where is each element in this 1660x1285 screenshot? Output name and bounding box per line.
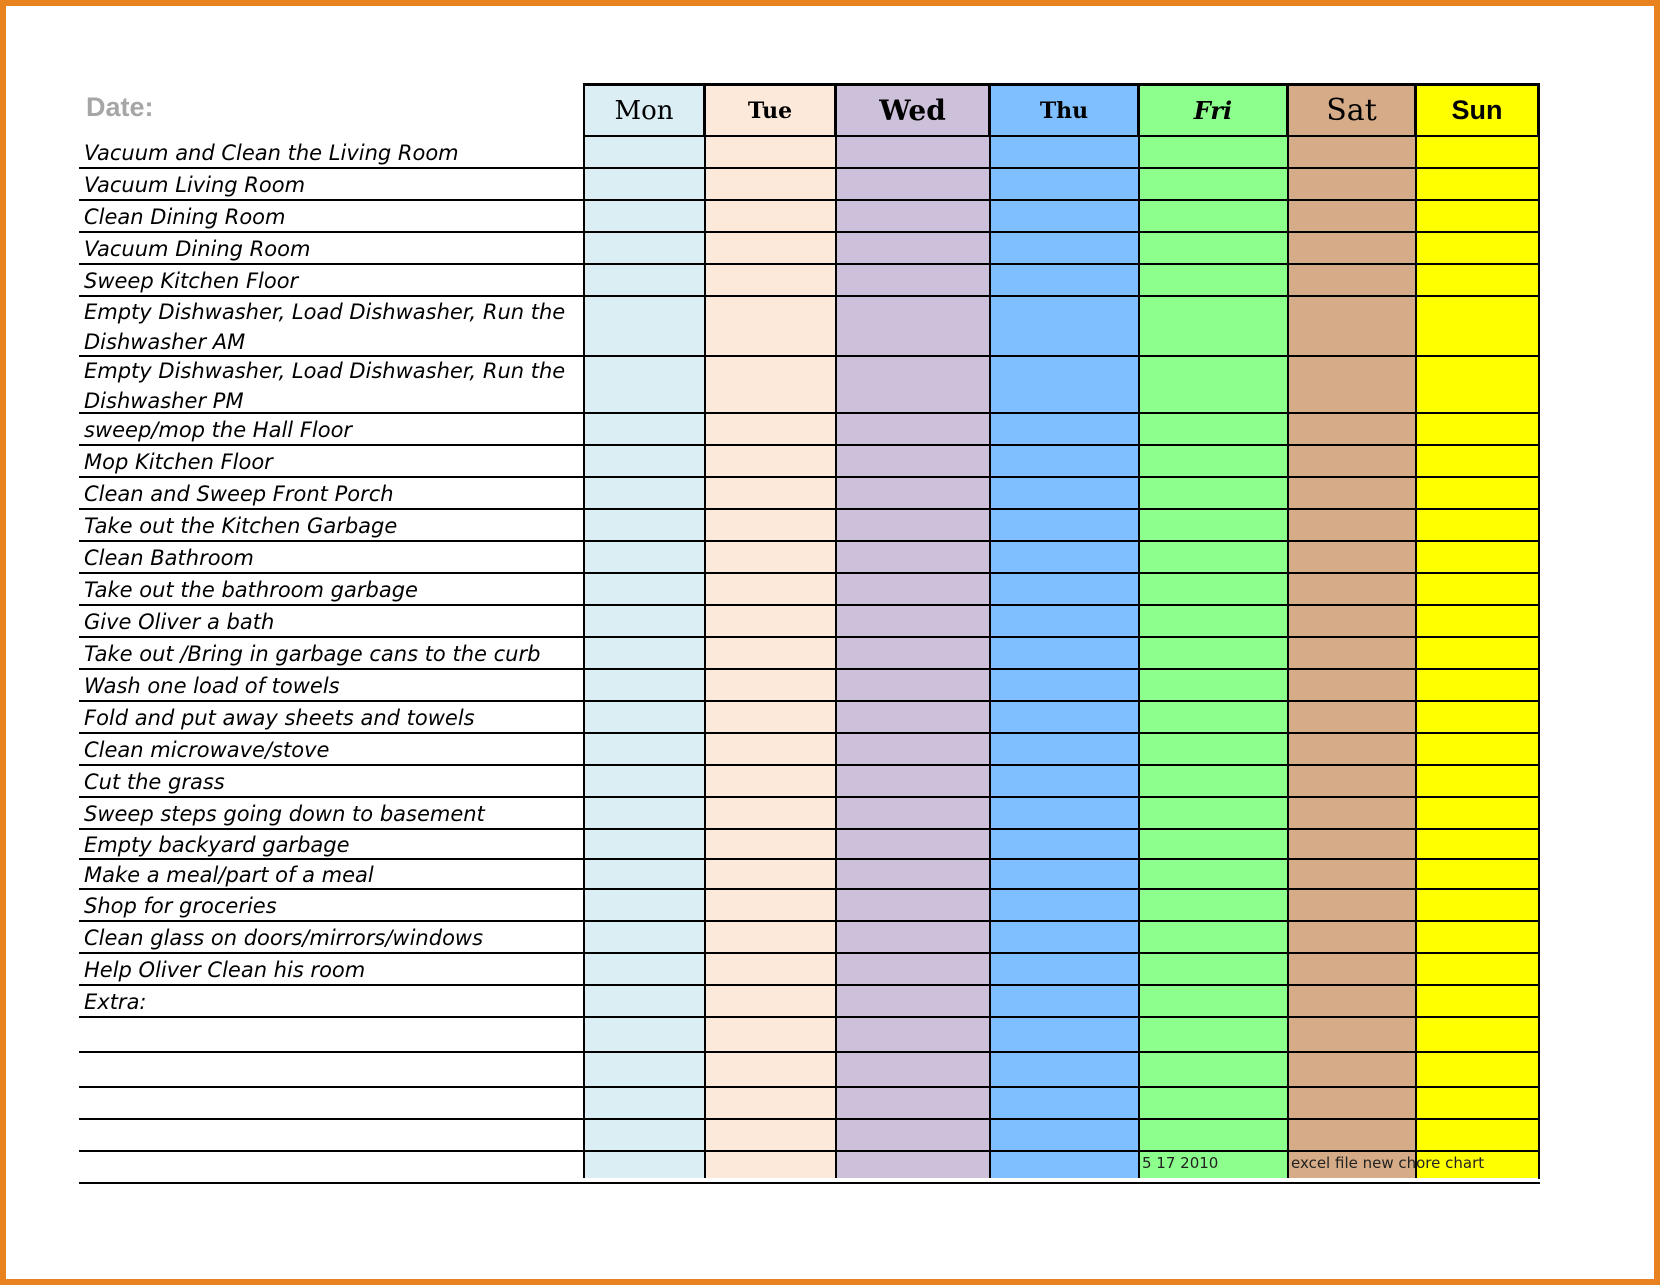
footer-file-note: excel file new chore chart [1291,1154,1485,1172]
day-header-mon: Mon [583,86,704,137]
task-label [84,1152,584,1184]
day-header-wed: Wed [835,86,989,137]
task-label [84,1120,584,1152]
task-label: Sweep Kitchen Floor [84,269,299,293]
task-label: Shop for groceries [84,894,277,918]
task-label: Empty backyard garbage [84,833,350,857]
task-label: Clean glass on doors/mirrors/windows [84,926,484,950]
task-label: Take out the bathroom garbage [84,578,418,602]
day-header-sat: Sat [1287,86,1415,137]
task-label [84,1018,584,1053]
day-header-sun: Sun [1415,86,1538,137]
date-label: Date: [86,92,154,122]
task-label [84,1053,584,1088]
task-label: Extra: [84,990,147,1014]
task-label: sweep/mop the Hall Floor [84,418,353,442]
task-label: Vacuum and Clean the Living Room [84,141,459,165]
task-label: Clean Bathroom [84,546,254,570]
day-header-tue: Tue [704,86,835,137]
day-header-thu: Thu [989,86,1138,137]
task-label: Make a meal/part of a meal [84,863,374,887]
task-label: Clean microwave/stove [84,738,330,762]
task-label: Clean Dining Room [84,205,286,229]
task-label: Vacuum Dining Room [84,237,311,261]
task-label: Sweep steps going down to basement [84,802,485,826]
task-label: Wash one load of towels [84,674,340,698]
day-header-fri: Fri [1138,86,1287,137]
task-label: Empty Dishwasher, Load Dishwasher, Run the Dishwasher AM [84,300,566,354]
task-label: Take out /Bring in garbage cans to the curb [84,642,541,666]
task-label [84,1088,584,1120]
footer-date-note: 5 17 2010 [1142,1154,1219,1172]
task-label: Give Oliver a bath [84,610,275,634]
task-label: Vacuum Living Room [84,173,306,197]
task-label: Mop Kitchen Floor [84,450,273,474]
task-label: Fold and put away sheets and towels [84,706,475,730]
task-label: Take out the Kitchen Garbage [84,514,398,538]
task-label: Cut the grass [84,770,225,794]
task-label: Clean and Sweep Front Porch [84,482,394,506]
task-label: Help Oliver Clean his room [84,958,366,982]
task-label: Empty Dishwasher, Load Dishwasher, Run the Dishwasher PM [84,358,566,413]
